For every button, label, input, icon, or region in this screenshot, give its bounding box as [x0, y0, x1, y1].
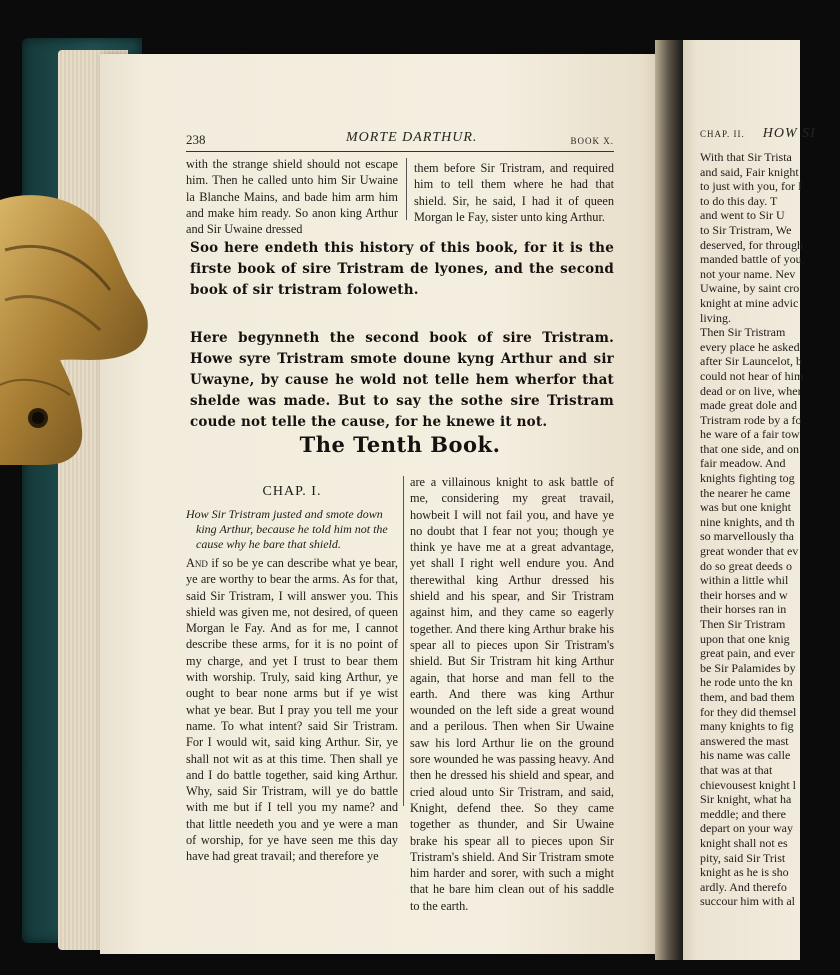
right-page-line: to just with you, for I	[700, 179, 802, 194]
right-page-line: his name was calle	[700, 748, 791, 763]
right-page-line: made great dole and	[700, 398, 797, 413]
right-page-line: that one side, and on	[700, 441, 799, 456]
right-page-line: meddle; and there	[700, 806, 786, 821]
right-page-line: Then Sir Tristram	[700, 325, 786, 340]
right-page-line: Uwaine, by saint cro	[700, 281, 800, 296]
right-page-line: pity, said Sir Trist	[700, 850, 786, 865]
top-right-column: them before Sir Tristram, and required him to tell them where he had that shield. Sir, he said, I had it of queen Morgan le Fay, sister unto king Arthur.	[414, 161, 614, 224]
body-left-column	[186, 555, 398, 865]
right-page-line: deserved, for through	[700, 237, 803, 252]
right-page-line: knight as he is sho	[700, 865, 789, 880]
right-page-line: great pain, and ever	[700, 646, 795, 661]
right-page-line: so marvellously tha	[700, 529, 794, 544]
column-divider	[406, 158, 407, 220]
right-page-line: answered the mast	[700, 733, 789, 748]
right-page-line: manded battle of you,	[700, 252, 805, 267]
book-heading: The Tenth Book.	[299, 432, 501, 457]
right-page-line: within a little whil	[700, 573, 789, 588]
right-running-title: HOW SI	[762, 126, 816, 141]
drop-word: And	[186, 556, 208, 570]
right-page-line: Then Sir Tristram	[700, 617, 786, 631]
right-page-line: their horses ran in	[700, 602, 787, 617]
right-page-line: nine knights, and th	[700, 514, 795, 529]
right-page-line: knights fighting tog	[700, 471, 795, 486]
right-page-line: and said, Fair knight	[700, 164, 799, 179]
book-label: BOOK X.	[570, 136, 614, 146]
right-page-text	[700, 150, 840, 909]
right-page-line: succour him with al	[700, 894, 795, 909]
right-chapter-label: CHAP. II.	[700, 129, 745, 139]
right-page-line: Sir knight, what ha	[700, 792, 792, 807]
right-page-line: upon that one knig	[700, 631, 790, 646]
top-left-column: with the strange shield should not escape him. Then he called unto him Sir Uwaine la Blanche Mains, and bade him arm him and make him ready. So anon king Arthur and Sir Uwaine dressed	[186, 157, 398, 237]
right-page-line: the nearer he came	[700, 485, 791, 500]
book-gutter	[655, 40, 683, 960]
right-page-line: them, and bad them	[700, 689, 795, 704]
right-page-line: chievousest knight l	[700, 777, 796, 792]
right-page-line: ardly. And therefo	[700, 879, 787, 894]
right-page-line: depart on your way	[700, 821, 793, 836]
right-page-line: not your name. Nev	[700, 266, 796, 281]
body-left-text: if so be ye can describe what ye bear, ye are worthy to bear the arms. As for that, said Sir Tristram, I will answer you. This shield was given me, not desired, of queen Morgan le Fay. And as for me, I cannot describe these arms, for it is no point of my charge, and yet I trust to bear them with worship. Truly, said king Arthur, ye ought to bear none arms but if ye wist what ye bear. But I pray you tell me your name. To what intent? said Sir Tristram. For I would wit, said king Arthur. Sir, ye shall not wit as at this time. Then shall ye and I do battle together, said king Arthur. Why, said Sir Tristram, will ye do battle with me but if I tell you my name? and that little needeth you and ye were a man of worship, for ye have seen me this day have had great travail; and therefore ye	[186, 556, 398, 864]
chapter-heading: CHAP. I.	[262, 484, 322, 499]
explicit-paragraph: Soo here endeth this history of this book, for it is the firste book of sire Tristram de lyones, and the second book of sir tristram foloweth.	[190, 240, 614, 298]
right-page-line: dead or on live, wher	[700, 383, 802, 398]
head-rule	[186, 151, 614, 152]
right-page-line: to Sir Tristram, We	[700, 222, 792, 237]
right-page-line: that was at that	[700, 762, 773, 777]
right-page-line: do so great deeds o	[700, 558, 792, 573]
chapter-summary: How Sir Tristram justed and smote down king Arthur, because he told him not the cause why he bare that shield.	[186, 507, 388, 551]
right-page-line: many knights to fig	[700, 719, 794, 734]
body-right-column: are a villainous knight to ask battle of me, considering my great travail, howbeit I will not fail you, and have ye no doubt that I fear not you; though ye think ye have me at a great advantage, yet shall I right well endure you. And therewithal king Arthur dressed his shield and his spear, and Sir Tristram against him, and they came so eagerly together. And there king Arthur brake his spear all to pieces upon Sir Tristram's shield. But Sir Tristram hit king Arthur again, that horse and man fell to the earth. And there was king Arthur wounded on the left side a great wound and a perilous. Then when Sir Uwaine saw his lord Arthur lie on the ground sore wounded he was passing heavy. And then he dressed his shield and spear, and cried aloud unto Sir Tristram, and said, Knight, defend thee. So they came together as thunder, and Sir Uwaine brake his spear all to pieces upon Sir Tristram's shield. And Sir Tristram smote him harder and sorer, with such a might that he bare him clean out of his saddle to the earth.	[410, 475, 614, 913]
right-page-line: he rode unto the kn	[700, 675, 793, 690]
running-head	[186, 130, 614, 152]
right-page-line: be Sir Palamides by	[700, 660, 796, 675]
column-divider	[403, 476, 404, 806]
right-running-head	[700, 126, 816, 142]
right-page-line: knight shall not es	[700, 835, 788, 850]
right-page-line: was but one knight	[700, 500, 791, 515]
right-page-line: for they did themsel	[700, 704, 797, 719]
right-page-line: Tristram rode by a fo	[700, 412, 802, 427]
incipit-paragraph: Here begynneth the second book of sire Tristram. Howe syre Tristram smote doune kyng Arthur and sir Uwayne, by cause he wold not telle hem wherfor that shelde was made. But to say the sothe sire Tristram coude not telle the cause, for he knewe it not.	[190, 330, 614, 430]
right-page-line: to do this day. T	[700, 193, 778, 208]
right-page-line: living.	[700, 310, 732, 325]
right-page-line: knight at mine advic	[700, 295, 799, 310]
right-page-line: could not hear of him	[700, 368, 804, 383]
page-number: 238	[186, 132, 206, 147]
right-page-line: fair meadow. And	[700, 456, 786, 471]
right-page-line: their horses and w	[700, 587, 788, 602]
running-title: MORTE DARTHUR.	[346, 130, 478, 145]
right-page-line: after Sir Launcelot, b	[700, 354, 802, 369]
right-page-line: every place he asked	[700, 339, 800, 354]
right-page-line: and went to Sir U	[700, 208, 785, 223]
right-page-line: With that Sir Trista	[700, 150, 792, 164]
right-page-line: he ware of a fair tow	[700, 427, 800, 442]
right-page-line: great wonder that ev	[700, 544, 799, 559]
brass-page-clip	[0, 190, 150, 465]
